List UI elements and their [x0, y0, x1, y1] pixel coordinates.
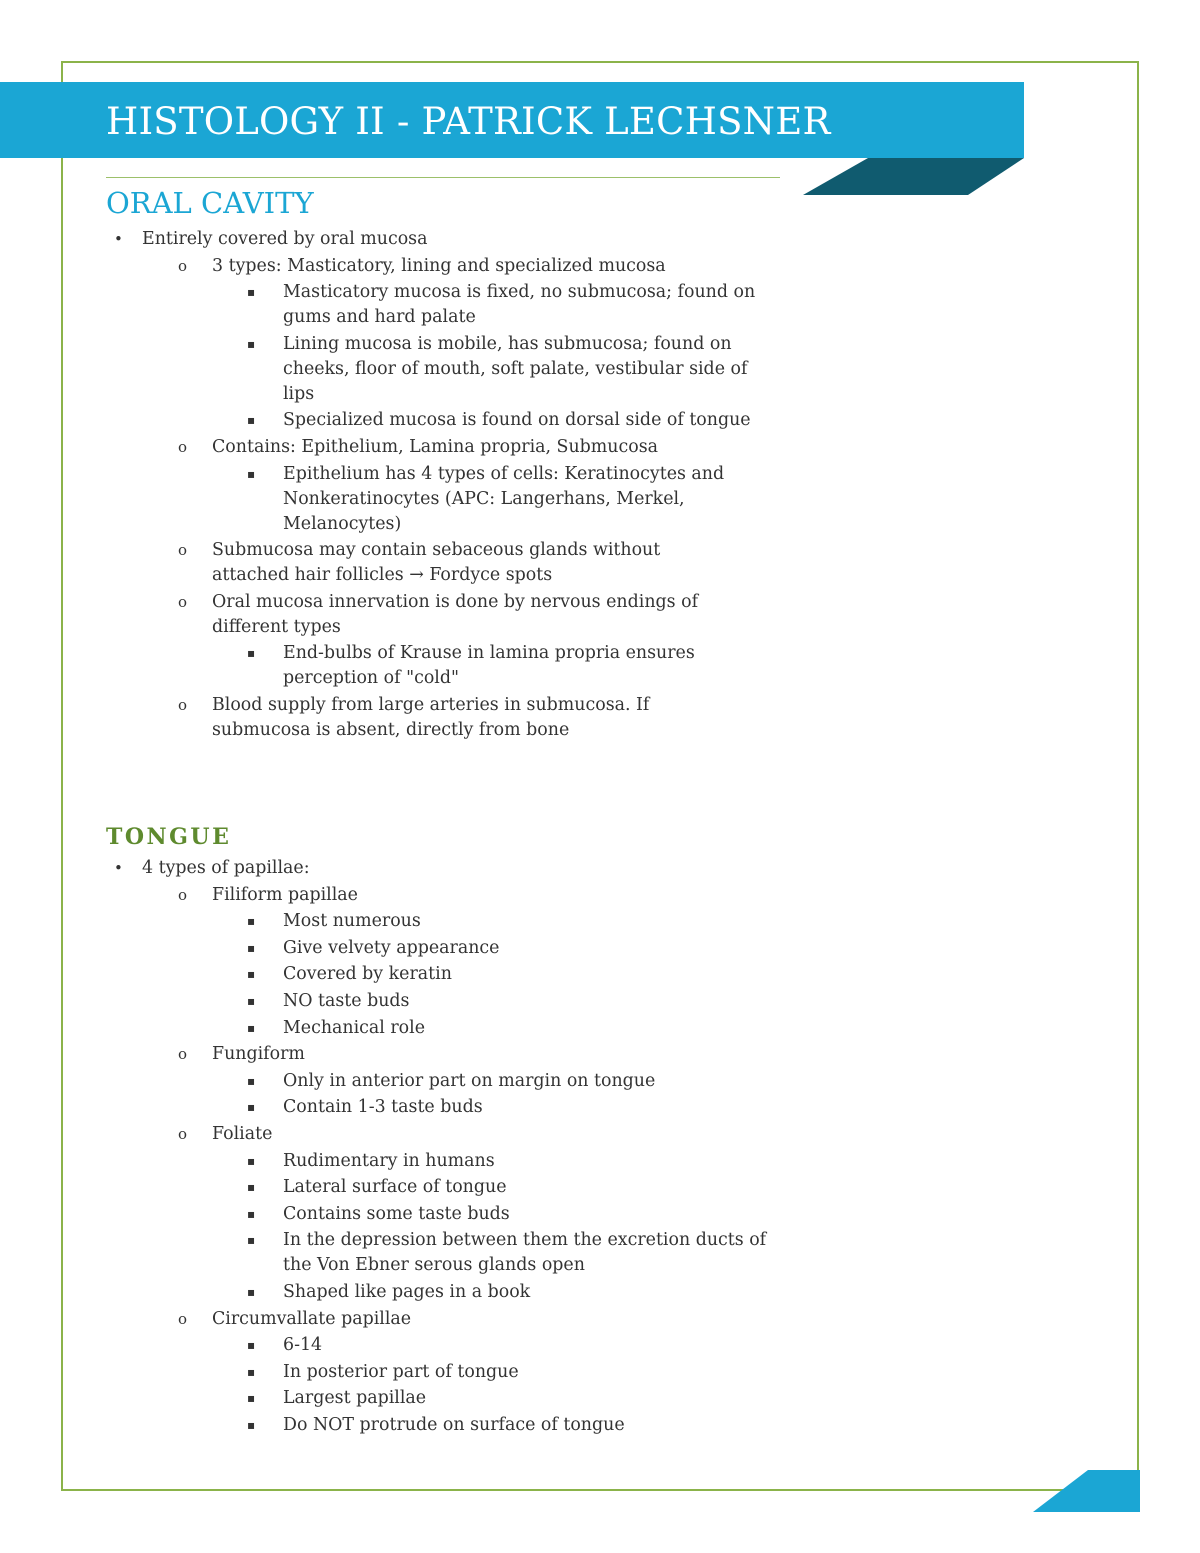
document-title: HISTOLOGY II - PATRICK LECHSNER: [106, 100, 831, 143]
list-item-text: In the depression between them the excretion ducts of the Von Ebner serous glands open: [283, 1230, 767, 1276]
list-marker: ▪: [247, 1206, 256, 1221]
list-marker: o: [178, 1309, 188, 1328]
list-item: [0, 1413, 800, 1438]
tongue-outline: [0, 856, 800, 1439]
list-item-text: Blood supply from large arteries in submucosa. If submucosa is absent, directly from bone: [212, 694, 650, 740]
list-marker: ▪: [247, 940, 256, 955]
list-item: [0, 1333, 800, 1358]
list-marker: ▪: [247, 1180, 256, 1195]
list-item: [0, 1280, 800, 1305]
list-item-text: End-bulbs of Krause in lamina propria ensures perception of "cold": [283, 643, 695, 689]
list-item-text: Epithelium has 4 types of cells: Keratinocytes and Nonkeratinocytes (APC: Langerhans, Merkel, Melanocytes): [283, 463, 725, 534]
list-marker: ▪: [247, 336, 256, 351]
list-item: [0, 883, 800, 908]
list-item-text: Lateral surface of tongue: [283, 1177, 507, 1198]
list-marker: ▪: [247, 1100, 256, 1115]
list-item-text: Lining mucosa is mobile, has submucosa; found on cheeks, floor of mouth, soft palate, vestibular side of lips: [283, 333, 748, 404]
list-item-text: Circumvallate papillae: [212, 1308, 412, 1329]
corner-accent: [1030, 1470, 1140, 1512]
list-item: [0, 989, 800, 1014]
list-item: [0, 641, 800, 691]
list-item-text: Submucosa may contain sebaceous glands without attached hair follicles → Fordyce spots: [212, 540, 661, 586]
list-item-text: NO taste buds: [283, 990, 410, 1011]
list-item-text: Masticatory mucosa is fixed, no submucosa; found on gums and hard palate: [283, 282, 756, 328]
list-item-text: Contain 1-3 taste buds: [283, 1097, 483, 1118]
section-heading-tongue: TONGUE: [106, 824, 232, 850]
list-marker: o: [178, 256, 188, 275]
list-item-text: Covered by keratin: [283, 964, 452, 985]
list-item: [0, 227, 800, 252]
list-item: [0, 408, 800, 433]
list-marker: o: [178, 437, 188, 456]
list-marker: ▪: [247, 1233, 256, 1248]
list-item: [0, 332, 800, 407]
list-marker: o: [178, 885, 188, 904]
list-item: [0, 1042, 800, 1067]
list-item-text: Contains: Epithelium, Lamina propria, Submucosa: [212, 436, 659, 457]
list-marker: ▪: [247, 1284, 256, 1299]
list-item-text: 3 types: Masticatory, lining and specialized mucosa: [212, 255, 666, 276]
list-marker: o: [178, 1045, 188, 1064]
oral-cavity-outline: [0, 227, 800, 745]
list-item-text: Give velvety appearance: [283, 937, 500, 958]
list-item: [0, 1228, 800, 1278]
list-item-text: Contains some taste buds: [283, 1203, 510, 1224]
list-marker: o: [178, 541, 188, 560]
list-marker: o: [178, 695, 188, 714]
section-heading-oral-cavity: ORAL CAVITY: [106, 186, 314, 220]
list-marker: o: [178, 592, 188, 611]
list-item-text: Filiform papillae: [212, 884, 358, 905]
list-marker: ▪: [247, 413, 256, 428]
list-item-text: Most numerous: [283, 911, 421, 932]
list-item: [0, 693, 800, 743]
list-item: [0, 462, 800, 537]
list-item: [0, 936, 800, 961]
list-marker: ▪: [247, 914, 256, 929]
list-marker: ▪: [247, 967, 256, 982]
corner-accent-shape: [1033, 1470, 1140, 1512]
list-item-text: Only in anterior part on margin on tongue: [283, 1070, 656, 1091]
list-item: [0, 1386, 800, 1411]
list-item-text: Entirely covered by oral mucosa: [142, 229, 428, 249]
list-item: [0, 1149, 800, 1174]
list-item-text: Shaped like pages in a book: [283, 1281, 531, 1302]
list-marker: ▪: [247, 1417, 256, 1432]
header-accent-shape: [803, 158, 1024, 195]
list-item: [0, 1307, 800, 1332]
list-item: [0, 538, 800, 588]
list-marker: ▪: [247, 466, 256, 481]
list-item-text: 4 types of papillae:: [142, 858, 310, 878]
list-item-text: Fungiform: [212, 1044, 305, 1065]
list-item-text: Largest papillae: [283, 1388, 427, 1409]
list-item: [0, 254, 800, 279]
list-item: [0, 909, 800, 934]
list-item: [0, 856, 800, 881]
list-item: [0, 1122, 800, 1147]
list-item: [0, 1175, 800, 1200]
list-item-text: Specialized mucosa is found on dorsal side of tongue: [283, 410, 751, 431]
list-item: [0, 1360, 800, 1385]
list-item: [0, 1095, 800, 1120]
list-item-text: Foliate: [212, 1123, 273, 1144]
list-marker: ▪: [247, 1338, 256, 1353]
list-item: [0, 1016, 800, 1041]
list-marker: ▪: [247, 1391, 256, 1406]
list-marker: ▪: [247, 285, 256, 300]
list-marker: ▪: [247, 1020, 256, 1035]
list-marker: o: [178, 1124, 188, 1143]
list-item: [0, 1202, 800, 1227]
list-item-text: Oral mucosa innervation is done by nervous endings of different types: [212, 591, 699, 637]
list-item-text: In posterior part of tongue: [283, 1361, 519, 1382]
list-item: [0, 1069, 800, 1094]
list-marker: ▪: [247, 1073, 256, 1088]
list-item-text: Rudimentary in humans: [283, 1150, 495, 1171]
list-marker: •: [114, 859, 123, 877]
list-item: [0, 962, 800, 987]
list-marker: ▪: [247, 993, 256, 1008]
list-item: [0, 280, 800, 330]
list-marker: ▪: [247, 1364, 256, 1379]
list-item-text: Do NOT protrude on surface of tongue: [283, 1414, 625, 1435]
list-item: [0, 590, 800, 640]
list-item-text: Mechanical role: [283, 1017, 426, 1038]
list-marker: ▪: [247, 646, 256, 661]
list-item: [0, 435, 800, 460]
list-marker: •: [114, 230, 123, 248]
list-marker: ▪: [247, 1153, 256, 1168]
title-divider: [106, 177, 780, 178]
list-item-text: 6-14: [283, 1335, 323, 1356]
